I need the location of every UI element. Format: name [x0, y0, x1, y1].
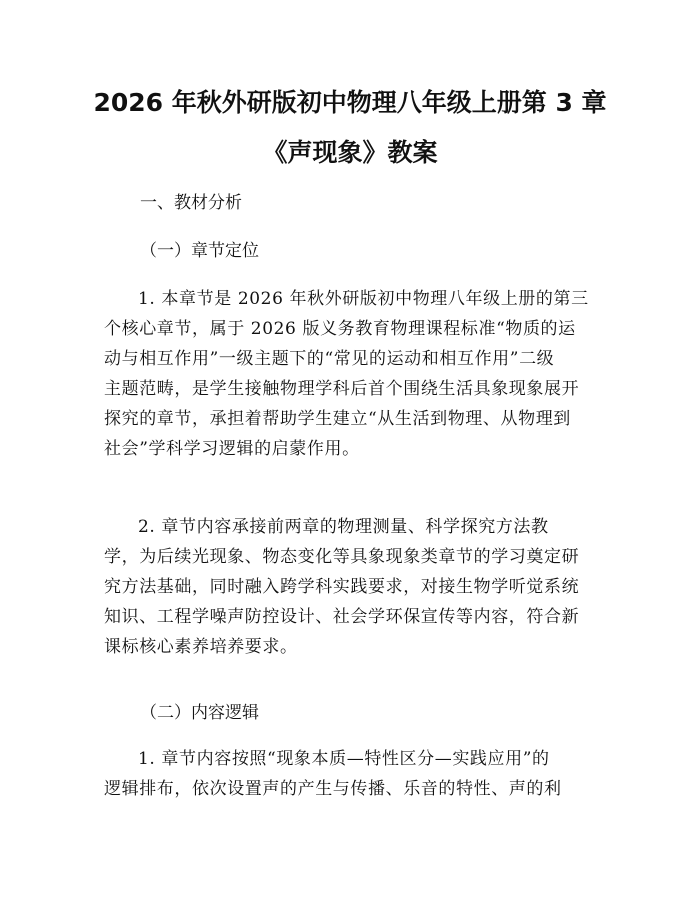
document-title-line-1: 2026 年秋外研版初中物理八年级上册第 3 章	[93, 88, 607, 117]
paragraph-chapter-position-1	[104, 284, 602, 464]
paragraph-line: 动与相互作用”一级主题下的“常见的运动和相互作用”二级	[104, 349, 555, 369]
paragraph-line: 1. 本章节是 2026 年秋外研版初中物理八年级上册的第三	[138, 289, 589, 309]
paragraph-line: 1. 章节内容按照“现象本质—特性区分—实践应用”的	[138, 749, 550, 769]
paragraph-line: 课标核心素养培养要求。	[104, 637, 298, 657]
paragraph-content-logic-1	[104, 744, 602, 804]
subsection-heading-chapter-position: （一）章节定位	[140, 241, 259, 261]
paragraph-line: 社会”学科学习逻辑的启蒙作用。	[104, 439, 360, 459]
subsection-heading-content-logic: （二）内容逻辑	[140, 703, 259, 723]
paragraph-line: 探究的章节，承担着帮助学生建立“从生活到物理、从物理到	[104, 409, 571, 429]
paragraph-line: 逻辑排布，依次设置声的产生与传播、乐音的特性、声的利	[104, 779, 562, 799]
paragraph-line: 主题范畴，是学生接触物理学科后首个围绕生活具象现象展开	[104, 379, 580, 399]
paragraph-chapter-position-2	[104, 512, 602, 662]
paragraph-line: 知识、工程学噪声防控设计、社会学环保宣传等内容，符合新	[104, 607, 580, 627]
section-heading-textbook-analysis: 一、教材分析	[140, 193, 242, 213]
paragraph-line: 个核心章节，属于 2026 版义务教育物理课程标准“物质的运	[104, 319, 576, 339]
paragraph-line: 究方法基础，同时融入跨学科实践要求，对接生物学听觉系统	[104, 577, 580, 597]
paragraph-line: 学，为后续光现象、物态变化等具象现象类章节的学习奠定研	[104, 547, 580, 567]
paragraph-line: 2. 章节内容承接前两章的物理测量、科学探究方法教	[138, 517, 549, 537]
document-title-line-2: 《声现象》教案	[262, 138, 438, 167]
